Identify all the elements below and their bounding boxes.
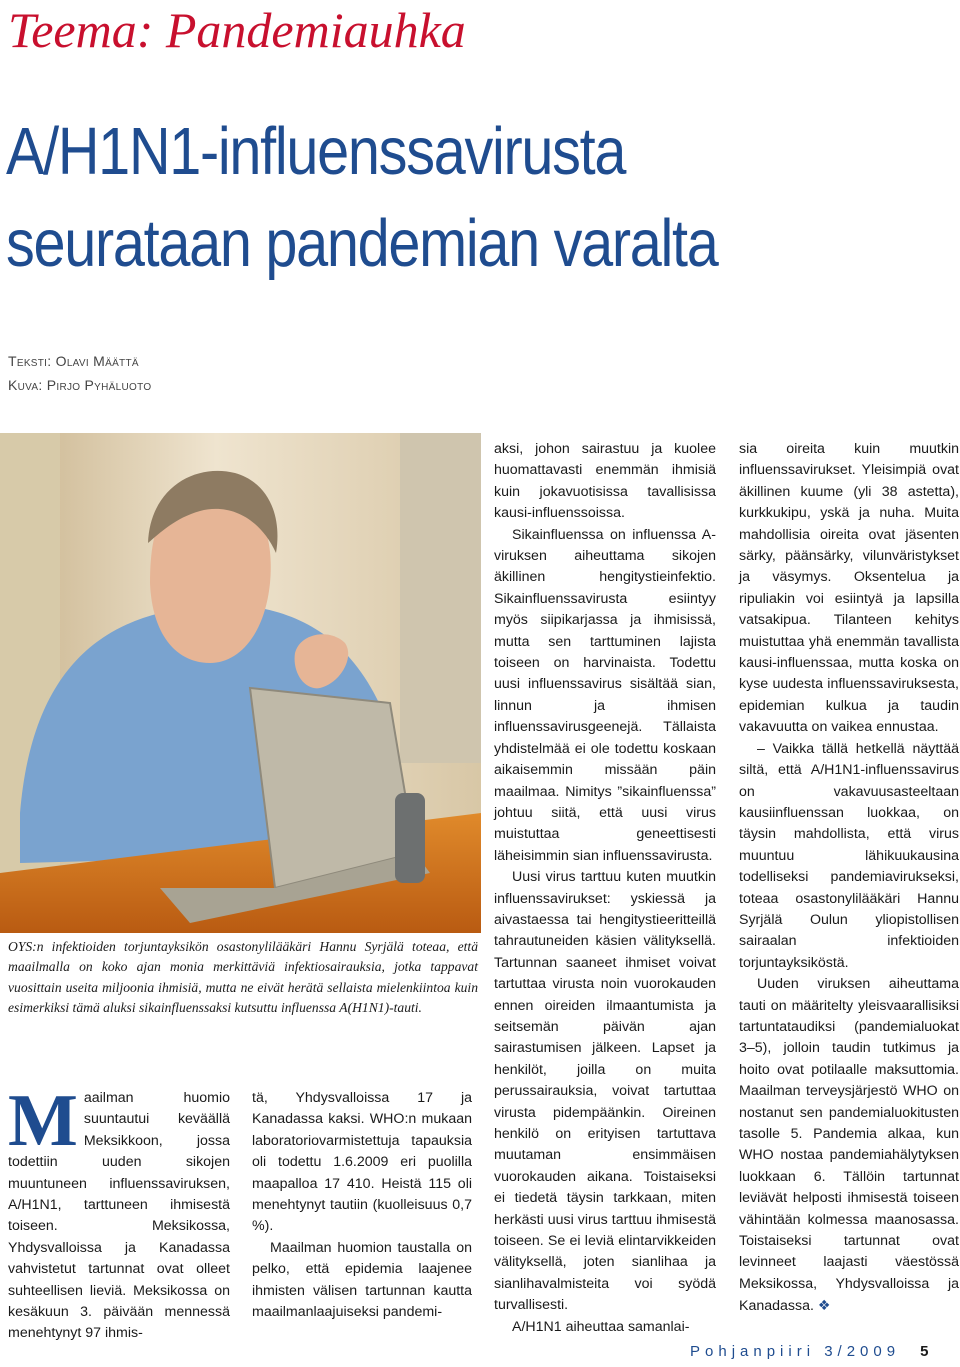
article-paragraph <box>739 974 959 1318</box>
section-theme: Teema: Pandemiauhka <box>8 2 466 58</box>
intro-text: aailman huomio suuntautui keväällä Meksikkoon, jossa todettiin uuden sikojen muuntuneen influenssaviruksen, A/H1N1, tarttuneen ihmisestä toiseen. Meksikossa, Yhdysvalloissa ja Kanadassa vahvistetut tartunnat ovat olleet suhteellisen lieviä. Meksikossa on kesäkuun 3. päivään mennessä menehtynyt 97 ihmis- <box>8 1090 230 1342</box>
article-paragraph: Uusi virus tarttuu kuten muutkin influenssavirukset: yskiessä ja aivastaessa tai hengitystieeritteillä tahrautuneiden käsien välityksellä. Tartunnan saaneet ihmiset voivat tartuttaa virusta noin vuorokauden ennen oireiden ilmaantumista ja seitsemän päivän ajan sairastumisen jälkeen. Lapset ja henkilöt, joilla on muita perussairauksia, voivat tartuttaa virusta pidempäänkin. Oireinen henkilö on erityisen tartuttava muutaman ensimmäisen vuorokauden aikana. Toistaiseksi ei tiedetä täysin tarkkaan, miten herkästi uusi virus tarttuu ihmisestä toiseen. Se ei leviä elintarvikkeiden välityksellä, joten sianlihaa ja sianlihavalmisteita voi syödä turvallisesti. <box>494 869 716 1314</box>
photo-phone <box>395 793 425 883</box>
article-column-4 <box>739 439 959 1318</box>
headline-line-2: seurataan pandemian varalta <box>6 206 718 281</box>
byline <box>8 349 151 397</box>
photo-wall <box>400 433 481 763</box>
photo-illustration <box>0 433 481 933</box>
headline-line-1: A/H1N1-influenssavirusta <box>6 114 626 189</box>
article-paragraph: aksi, johon sairastuu ja kuolee huomattavasti enemmän ihmisiä kuin jokavuotisissa tavallisissa kausi-influenssoissa. <box>494 441 716 522</box>
article-paragraph: – Vaikka tällä hetkellä näyttää siltä, että A/H1N1-influenssavirus on vakavuusasteeltaan kausiinfluenssan luokkaa, on täysin mahdollista, että virus muuntuu lähikuukausina todelliseksi pandemiavirukseksi, toteaa osastonylilääkäri Hannu Syrjälä Oulun yliopistollisen sairaalan infektioiden torjuntayksiköstä. <box>739 740 959 971</box>
article-column-2 <box>252 1088 472 1323</box>
article-paragraph: sia oireita kuin muutkin influenssavirukset. Yleisimpiä ovat äkillinen kuume (yli 38 astetta), kurkkukipu, yskä ja nuha. Muita mahdollisia oireita ovat jäsenten särky, päänsärky, vilunväristykset ja väsymys. Oksentelua ja ripuliakin voi esiintyä ja lapsilla vatsakipua. Tilanteen kehitys muistuttaa yhä enemmän tavallista kausi-influenssaa, mutta koska on kyse uudesta influenssaviruksesta, epidemian kulkua ja taudin vakavuutta on vaikea ennustaa. <box>739 441 959 736</box>
article-column-3 <box>494 439 716 1338</box>
article-headline <box>6 106 814 290</box>
final-paragraph-text: Uuden viruksen aiheuttama tauti on määritelty yleisvaarallisiksi tartuntataudiksi (pandemialuokat 3–5), jolloin taudin tutkimus ja hoito ovat potilaalle maksuttomia. Maailman terveysjärjestö WHO on nostanut sen pandemialuokitusten tasolle 5. Pandemia alkaa, kun WHO nostaa pandemiahälytyksen luokkaan 6. Tällöin tartunnat leviävät helposti ihmisestä toiseen vähintään kolmessa maanosassa. Toistaiseksi tartunnat ovat levinneet laajasti väestössä Meksikossa, Yhdysvalloissa ja Kanadassa. <box>739 976 959 1315</box>
page-footer <box>690 1343 928 1360</box>
article-paragraph: A/H1N1 aiheuttaa samanlai- <box>512 1318 690 1335</box>
article-paragraph: tä, Yhdysvalloissa 17 ja Kanadassa kaksi. WHO:n mukaan laboratoriovarmistettuja tapauksia oli todettu 1.6.2009 eri puolilla maapalloa 17 410. Heistä 115 oli menehtynyt tautiin (kuolleisuus 0,7 %). <box>252 1090 472 1235</box>
article-paragraph: Sikainfluenssa on influenssa A-viruksen aiheuttama sikojen äkillinen hengitystieinfektio. Sikainfluenssavirusta esiintyy myös siipikarjassa ja ihmisissä, mutta sen tarttuminen lajista toiseen on harvinaista. Todettu uusi influenssavirus sisältää sian, linnun ja ihmisen influenssavirusgeenejä. Tällaista yhdistelmää ei ole todettu koskaan aikaisemmin missään päin maailmaa. Nimitys ”sikainfluenssa” johtuu siitä, että uusi virus muistuttaa geneettisesti läheisimmin sian influenssavirusta. <box>494 526 716 864</box>
page-number: 5 <box>920 1343 929 1360</box>
text-credit: Teksti: Olavi Määttä <box>8 353 139 369</box>
article-column-1 <box>8 1080 230 1345</box>
photo-caption: OYS:n infektioiden torjuntayksikön osastonylilääkäri Hannu Syrjälä toteaa, että maailmalla on koko ajan monia merkittäviä infektiosairauksia, jotka tappavat vuosittain useita miljoonia ihmisiä, mutta ne eivät herätä sellaista mielenkiintoa kuin esimerkiksi tämä aluksi sikainfluenssaksi kutsuttu influenssa A(H1N1)-tauti. <box>8 939 478 1016</box>
end-mark-icon: ❖ <box>817 1297 831 1314</box>
article-paragraph <box>8 1080 230 1345</box>
photo-laptop-lid <box>250 688 415 888</box>
magazine-issue: Pohjanpiiri 3/2009 <box>690 1343 901 1360</box>
photo-credit: Kuva: Pirjo Pyhäluoto <box>8 377 152 393</box>
article-photo <box>0 433 481 933</box>
article-paragraph: Maailman huomion taustalla on pelko, että epidemia laajenee ihmisten välisen tartunnan kautta maailmanlaajuiseksi pandemi- <box>252 1239 472 1321</box>
drop-cap: M <box>8 1080 78 1162</box>
